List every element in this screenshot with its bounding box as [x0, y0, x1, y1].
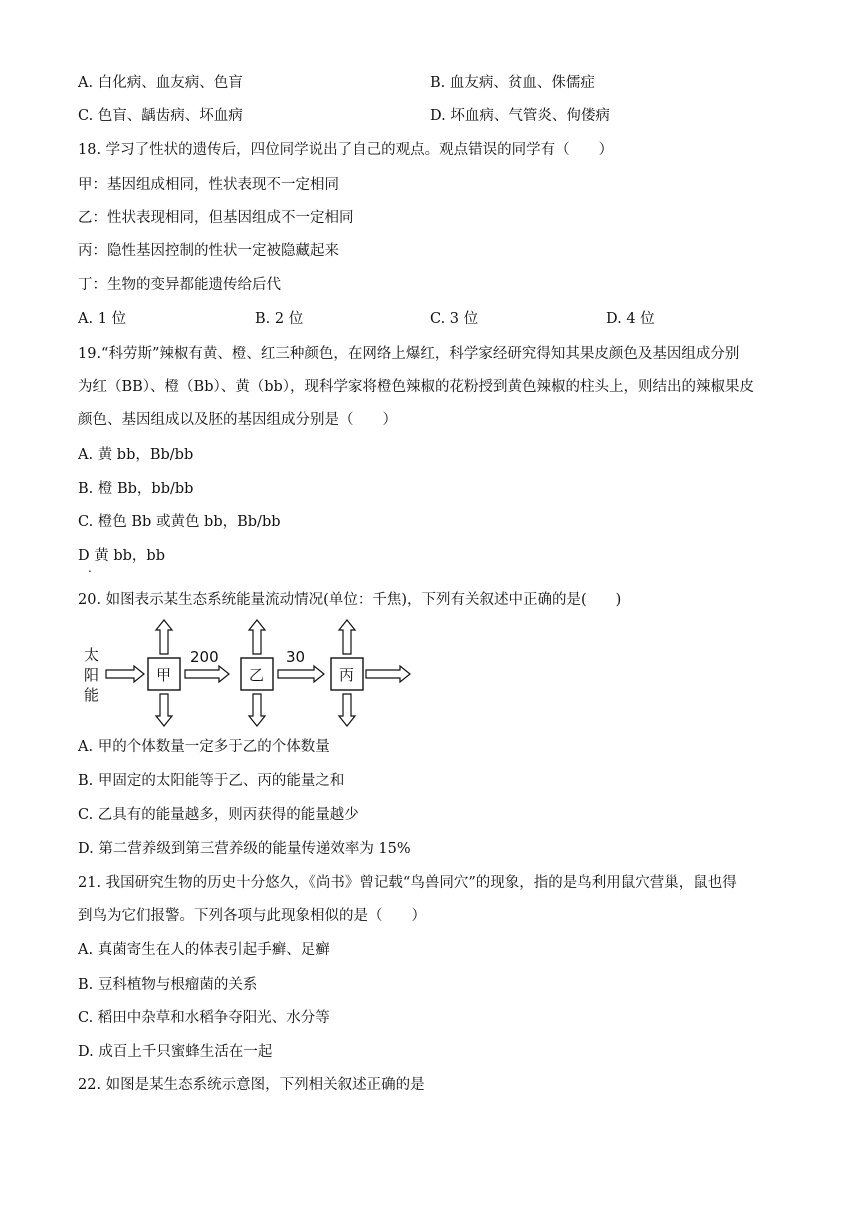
q19-option-d: D 黄 bb，bb — [78, 548, 165, 564]
arrow-node-2-to-node-3 — [278, 666, 324, 682]
arrow-node-3-up — [339, 620, 355, 654]
q18-option-d: D. 4 位 — [606, 311, 655, 327]
arrow-node-1-to-node-2 — [185, 666, 229, 682]
q20-option-a: A. 甲的个体数量一定多于乙的个体数量 — [78, 739, 330, 755]
node-label-3: 丙 — [339, 666, 355, 684]
q20-option-b: B. 甲固定的太阳能等于乙、丙的能量之和 — [78, 773, 345, 789]
q18-option-a: A. 1 位 — [78, 311, 127, 327]
q18-statement-3: 丙：隐性基因控制的性状一定被隐藏起来 — [78, 243, 339, 259]
q20-option-c: C. 乙具有的能量越多，则丙获得的能量越少 — [78, 807, 359, 823]
q19-option-b: B. 橙 Bb，bb/bb — [78, 481, 194, 497]
arrow-node-1-down — [156, 694, 172, 726]
q21-option-d: D. 成百上千只蜜蜂生活在一起 — [78, 1044, 273, 1060]
arrow-node-3-out — [366, 666, 410, 682]
energy-flow-diagram — [78, 616, 418, 731]
q17-option-c: C. 色盲、龋齿病、坏血病 — [78, 108, 243, 124]
diagram-source-label-3: 能 — [84, 686, 100, 704]
arrow-node-2-down — [249, 694, 265, 726]
q21-option-c: C. 稻田中杂草和水稻争夺阳光、水分等 — [78, 1010, 330, 1026]
q21-stem-line-2: 到鸟为它们报警。下列各项与此现象相似的是（ ） — [78, 908, 426, 924]
q19-option-a: A. 黄 bb，Bb/bb — [78, 447, 194, 463]
arrow-node-1-up — [156, 620, 172, 654]
q18-statement-2: 乙：性状表现相同，但基因组成不一定相同 — [78, 210, 354, 226]
q21-option-a: A. 真菌寄生在人的体表引起手癣、足癣 — [78, 942, 330, 958]
q18-statement-4: 丁：生物的变异都能遗传给后代 — [78, 277, 281, 293]
diagram-source-label-1: 太 — [84, 646, 100, 664]
diagram-source-label-2: 阳 — [84, 666, 100, 684]
flow-label-2: 30 — [286, 648, 306, 666]
diagram-down-arrows — [156, 694, 355, 726]
q19-stem-line-1: 19.“科劳斯”辣椒有黄、橙、红三种颜色，在网络上爆红，科学家经研究得知其果皮颜色及基因组成分别 — [78, 346, 740, 362]
q18-option-b: B. 2 位 — [255, 311, 304, 327]
flow-label-1: 200 — [190, 648, 219, 666]
q17-option-b: B. 血友病、贫血、侏儒症 — [430, 75, 595, 91]
q17-option-d: D. 坏血病、气管炎、佝偻病 — [430, 108, 610, 124]
q20-stem: 20. 如图表示某生态系统能量流动情况(单位：千焦)，下列有关叙述中正确的是( ) — [78, 592, 622, 608]
arrow-sun-to-node-1 — [106, 666, 144, 682]
q18-stem: 18. 学习了性状的遗传后，四位同学说出了自己的观点。观点错误的同学有（ ） — [78, 142, 614, 158]
node-label-2: 乙 — [249, 666, 265, 684]
arrow-node-2-up — [249, 620, 265, 654]
q19-stem-line-3: 颜色、基因组成以及胚的基因组成分别是（ ） — [78, 412, 397, 428]
q19-option-c: C. 橙色 Bb 或黄色 bb，Bb/bb — [78, 514, 281, 530]
q18-statement-1: 甲：基因组成相同，性状表现不一定相同 — [78, 177, 339, 193]
q17-option-a: A. 白化病、血友病、色盲 — [78, 75, 243, 91]
diagram-up-arrows — [156, 620, 355, 654]
q21-stem-line-1: 21. 我国研究生物的历史十分悠久，《尚书》曾记载“鸟兽同穴”的现象，指的是鸟利用鼠穴营巢，鼠也得 — [78, 875, 737, 891]
q19-stem-line-2: 为红（BB）、橙（Bb）、黄（bb），现科学家将橙色辣椒的花粉授到黄色辣椒的柱头上，则结出的辣椒果皮 — [78, 379, 755, 395]
q19-stray-mark: . — [88, 561, 92, 575]
q21-option-b: B. 豆科植物与根瘤菌的关系 — [78, 977, 258, 993]
q22-stem: 22. 如图是某生态系统示意图，下列相关叙述正确的是 — [78, 1077, 425, 1093]
q18-option-c: C. 3 位 — [430, 311, 479, 327]
q20-option-d: D. 第二营养级到第三营养级的能量传递效率为 15% — [78, 841, 411, 857]
arrow-node-3-down — [339, 694, 355, 726]
node-label-1: 甲 — [156, 666, 172, 684]
